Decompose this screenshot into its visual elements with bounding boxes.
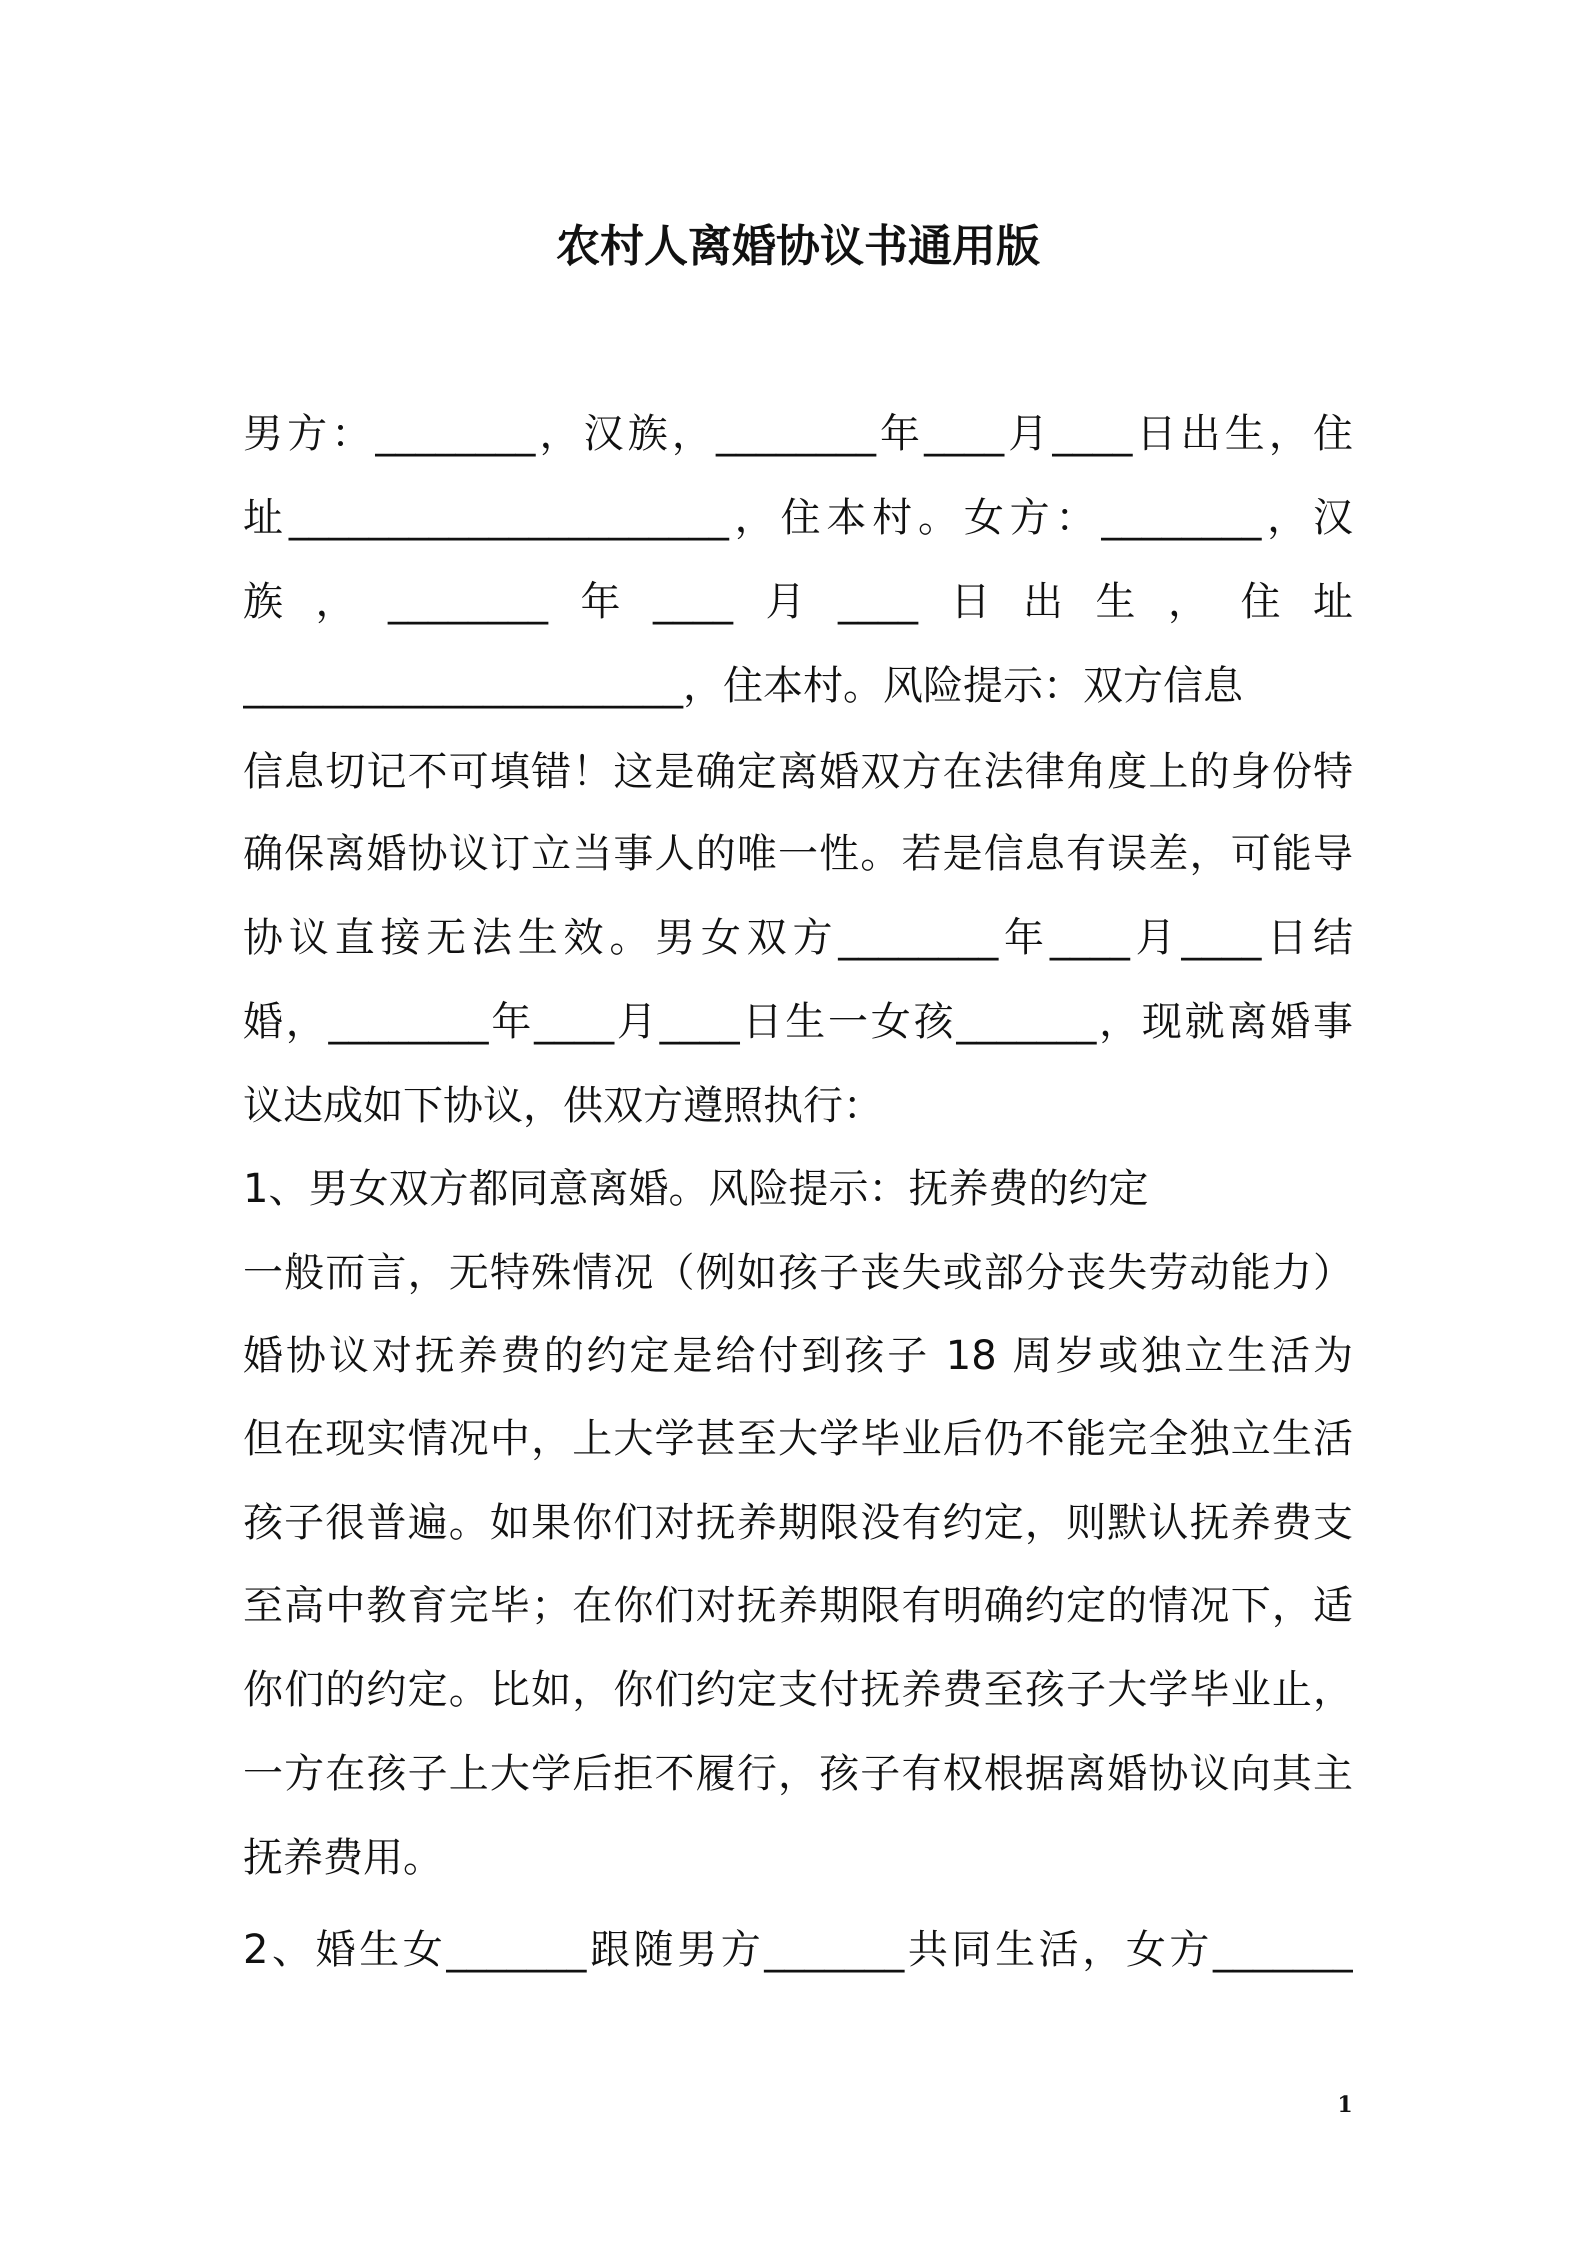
paragraph-line: 确保离婚协议订立当事人的唯一性。若是信息有误差，可能导 <box>243 831 1353 877</box>
paragraph-line: 族，________年____月____日出生，住址 <box>243 579 1353 625</box>
paragraph-line: 一般而言，无特殊情况（例如孩子丧失或部分丧失劳动能力） <box>243 1250 1353 1296</box>
paragraph-line: ______________________，住本村。风险提示：双方信息 <box>243 663 1243 709</box>
document-title: 农村人离婚协议书通用版 <box>556 221 1040 272</box>
paragraph-line: 协议直接无法生效。男女双方________年____月____日结 <box>243 915 1353 961</box>
paragraph-line: 议达成如下协议，供双方遵照执行： <box>243 1083 883 1129</box>
paragraph-line: 你们的约定。比如，你们约定支付抚养费至孩子大学毕业止， <box>243 1667 1353 1713</box>
paragraph-line: 婚协议对抚养费的约定是给付到孩子 18 周岁或独立生活为 <box>243 1333 1353 1379</box>
paragraph-line: 男方：________，汉族，________年____月____日出生，住 <box>243 411 1353 457</box>
paragraph-line: 址______________________，住本村。女方：________，汉 <box>243 495 1353 541</box>
paragraph-line: 信息切记不可填错！这是确定离婚双方在法律角度上的身份特 <box>243 749 1353 795</box>
page-number: 1 <box>1337 2092 1353 2118</box>
paragraph-line: 1、男女双方都同意离婚。风险提示：抚养费的约定 <box>243 1166 1149 1212</box>
paragraph-line: 孩子很普遍。如果你们对抚养期限没有约定，则默认抚养费支 <box>243 1500 1353 1546</box>
paragraph-line: 2、婚生女_______跟随男方_______共同生活，女方_______ <box>243 1927 1353 1973</box>
paragraph-line: 一方在孩子上大学后拒不履行，孩子有权根据离婚协议向其主 <box>243 1751 1353 1797</box>
paragraph-line: 但在现实情况中，上大学甚至大学毕业后仍不能完全独立生活 <box>243 1416 1353 1462</box>
paragraph-line: 婚，________年____月____日生一女孩_______，现就离婚事 <box>243 999 1353 1045</box>
paragraph-line: 抚养费用。 <box>243 1835 443 1881</box>
paragraph-line: 至高中教育完毕；在你们对抚养期限有明确约定的情况下，适 <box>243 1583 1353 1629</box>
